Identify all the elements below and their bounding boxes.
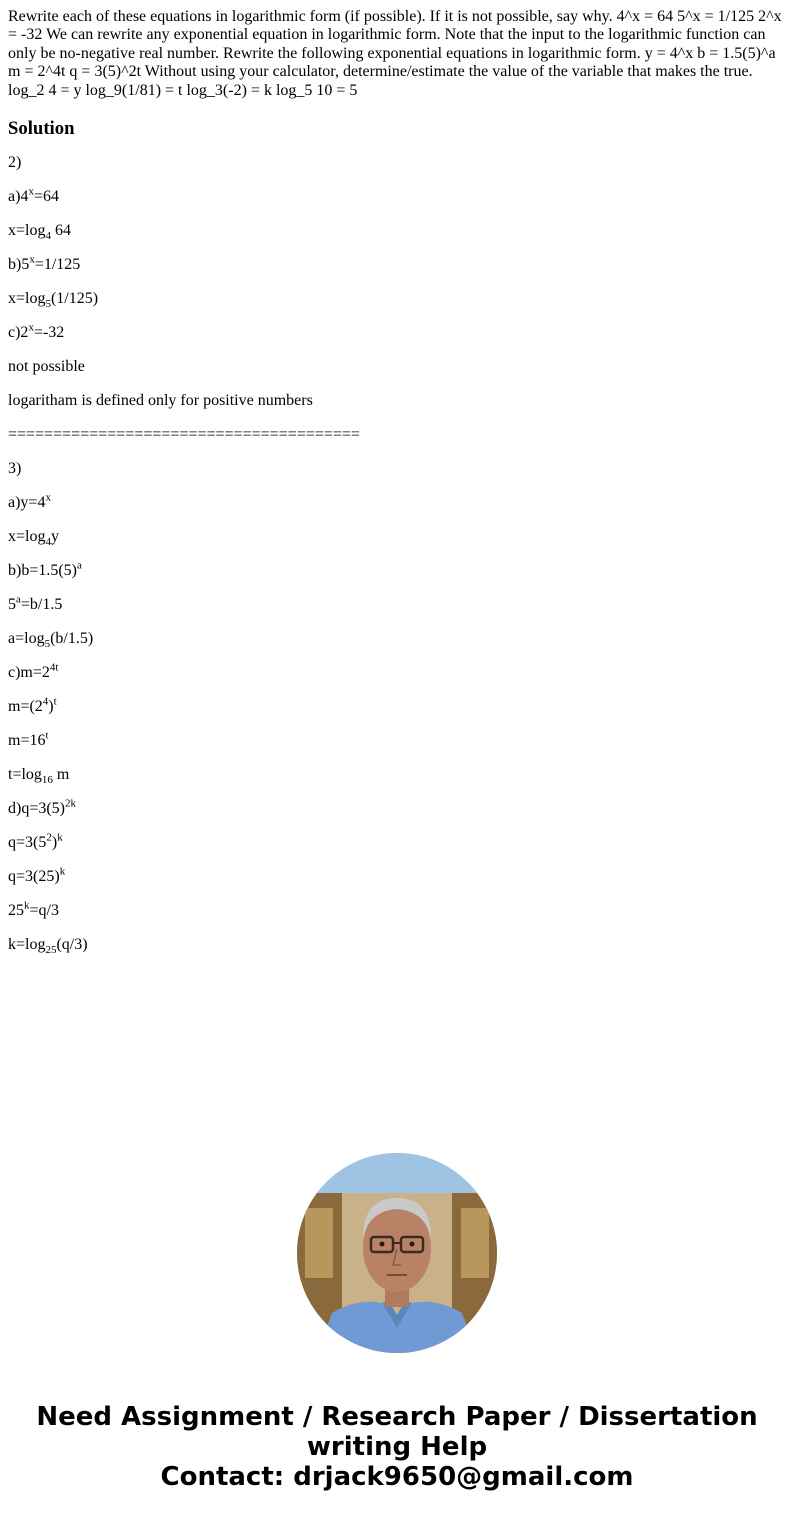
part-2c-equation: $c)2^x=-32$ <box>8 321 65 342</box>
part-2b-log-form: $x=\log_5(1/125)$ <box>8 290 99 311</box>
author-portrait-image <box>297 1153 497 1353</box>
part-3d-step-1: $q=3(5^2)^k$ <box>8 831 63 852</box>
part-3c-log-form: $t=\log_{16}$ m <box>8 766 70 787</box>
part-3d-log-form: $k=\log_{25}(q/3)$ <box>8 936 88 957</box>
document-content <box>8 8 786 970</box>
footer-line-2: writing Help <box>306 1432 488 1462</box>
footer-contact-email: Contact: drjack9650@gmail.com <box>160 1462 634 1492</box>
part-2a-log-form: $x=\log_4$ 64 <box>8 222 71 243</box>
part-3d-step-3: $25^k=q/3$ <box>8 899 59 920</box>
part-3b-log-form: $a=\log_5(b/1.5)$ <box>8 630 94 651</box>
part-3b-step: $5^a=b/1.5$ <box>8 593 63 614</box>
part-3a-equation: $a)y=4^x$ <box>8 491 51 512</box>
part-3c-step-2: $m=16^t$ <box>8 729 49 750</box>
part-2-number: 2) <box>8 154 22 172</box>
part-2b-equation: $b)5^x=1/125$ <box>8 253 81 274</box>
part-3c-step-1: $m=(2^4)^t$ <box>8 695 57 716</box>
question-text: Rewrite each of these equations in logarithmic form (if possible). If it is not possible, say why. 4^x = 64 5^x = 1/125 2^x = -32 We can rewrite any exponential equation in logarithmic form. Note that the input to the logarithmic function can only be no-negative real number. Rewrite the following exponential equations in logarithmic form. y = 4^x b = 1.5(5)^a m = 2^4t q = 3(5)^2t Without using your calculator, determine/estimate the value of the variable that makes the true. log_2 4 = y log_9(1/81) = t log_3(-2) = k log_5 10 = 5 <box>8 8 782 99</box>
part-2a-equation: $a)4^x=64$ <box>8 185 59 206</box>
part-3d-step-2: $q=3(25)^k$ <box>8 865 66 886</box>
part-3a-log-form: $x=\log_4y$ <box>8 528 59 549</box>
part-2c-reason: logaritham is defined only for positive numbers <box>8 392 313 410</box>
part-3b-equation: $b)b=1.5(5)^a$ <box>8 559 82 580</box>
footer-contact <box>0 1402 794 1492</box>
part-2c-result: not possible <box>8 358 85 376</box>
part-3c-equation: $c)m=2^{4t}$ <box>8 661 59 682</box>
part-3d-equation: $d)q=3(5)^{2k}$ <box>8 797 77 818</box>
footer-line-1: Need Assignment / Research Paper / Dissertation <box>36 1402 758 1432</box>
part-3-number: 3) <box>8 460 22 478</box>
author-avatar <box>297 1153 497 1353</box>
separator: ======================================= <box>8 426 360 444</box>
solution-heading: Solution <box>8 118 75 140</box>
